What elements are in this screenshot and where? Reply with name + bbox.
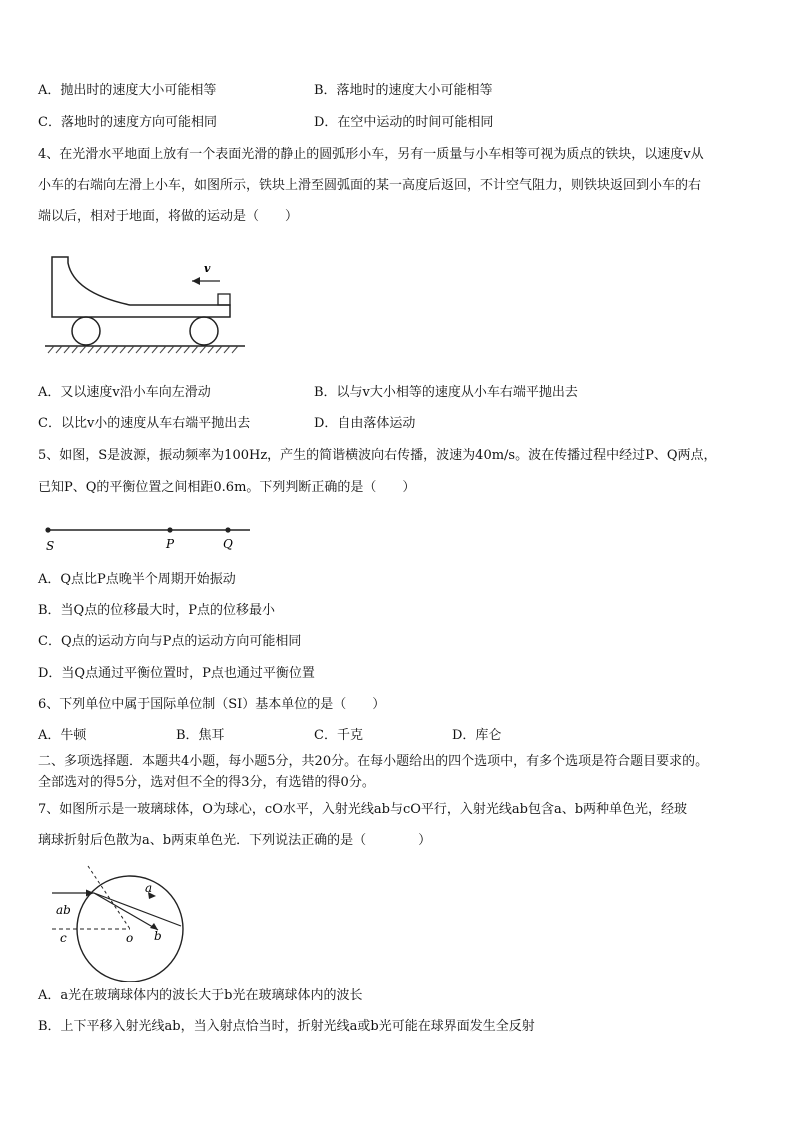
q5-option-a: A．Q点比P点晚半个周期开始振动 — [38, 572, 236, 587]
label-o: o — [126, 931, 134, 945]
label-c: c — [60, 931, 67, 945]
label-a: a — [145, 881, 153, 895]
q7-stem-line-1: 7、如图所示是一玻璃球体，O为球心，cO水平，入射光线ab与cO平行，入射光线ab包含a、b两种单色光，经玻 — [38, 802, 688, 817]
q3-option-a: A．抛出时的速度大小可能相等 — [38, 83, 217, 98]
section-2-heading-line-1: 二、多项选择题．本题共4小题，每小题5分，共20分。在每小题给出的四个选项中，有多个选项是符合题目要求的。 — [38, 754, 709, 769]
q5-stem-line-1: 5、如图，S是波源，振动频率为100Hz，产生的简谐横波向右传播，波速为40m/s。波在传播过程中经过P、Q两点， — [38, 448, 717, 463]
q3-option-b: B．落地时的速度大小可能相等 — [314, 83, 493, 98]
q3-option-c: C．落地时的速度方向可能相同 — [38, 115, 217, 130]
q4-stem-line-1: 4、在光滑水平地面上放有一个表面光滑的静止的圆弧形小车，另有一质量与小车相等可视为质点的铁块，以速度v从 — [38, 147, 704, 162]
label-s: S — [46, 539, 55, 553]
velocity-label: v — [204, 262, 211, 275]
label-q: Q — [223, 537, 233, 551]
q5-stem-line-2: 已知P、Q的平衡位置之间相距0.6m。下列判断正确的是（ ） — [38, 480, 416, 495]
label-ab: ab — [56, 903, 71, 917]
q7-option-b: B．上下平移入射光线ab，当入射点恰当时，折射光线a或b光可能在球界面发生全反射 — [38, 1019, 535, 1034]
q6-option-d: D．库仑 — [452, 728, 502, 743]
q5-wave-line-figure — [40, 518, 260, 558]
q4-option-b: B．以与v大小相等的速度从小车右端平抛出去 — [314, 385, 578, 400]
q4-option-a: A．又以速度v沿小车向左滑动 — [38, 385, 211, 400]
q4-option-d: D．自由落体运动 — [314, 416, 416, 431]
q4-cart-figure — [40, 245, 250, 360]
q5-option-c: C．Q点的运动方向与P点的运动方向可能相同 — [38, 634, 302, 649]
q5-option-b: B．当Q点的位移最大时，P点的位移最小 — [38, 603, 275, 618]
q4-option-c: C．以比v小的速度从车右端平抛出去 — [38, 416, 251, 431]
q6-stem: 6、下列单位中属于国际单位制（SI）基本单位的是（ ） — [38, 697, 386, 712]
q5-option-d: D．当Q点通过平衡位置时，P点也通过平衡位置 — [38, 666, 315, 681]
q6-option-b: B．焦耳 — [176, 728, 225, 743]
q7-stem-line-2: 璃球折射后色散为a、b两束单色光．下列说法正确的是（ ） — [38, 833, 432, 848]
q6-option-c: C．千克 — [314, 728, 363, 743]
label-b: b — [154, 929, 162, 943]
section-2-heading-line-2: 全部选对的得5分，选对但不全的得3分，有选错的得0分。 — [38, 775, 375, 790]
q6-option-a: A．牛顿 — [38, 728, 87, 743]
q4-stem-line-3: 端以后，相对于地面，将做的运动是（ ） — [38, 209, 299, 224]
q7-option-a: A．a光在玻璃球体内的波长大于b光在玻璃球体内的波长 — [38, 988, 363, 1003]
q3-option-d: D．在空中运动的时间可能相同 — [314, 115, 494, 130]
q7-glass-sphere-figure — [48, 862, 198, 982]
q4-stem-line-2: 小车的右端向左滑上小车，如图所示，铁块上滑至圆弧面的某一高度后返回，不计空气阻力，则铁块返回到小车的右 — [38, 178, 702, 193]
label-p: P — [166, 537, 175, 551]
